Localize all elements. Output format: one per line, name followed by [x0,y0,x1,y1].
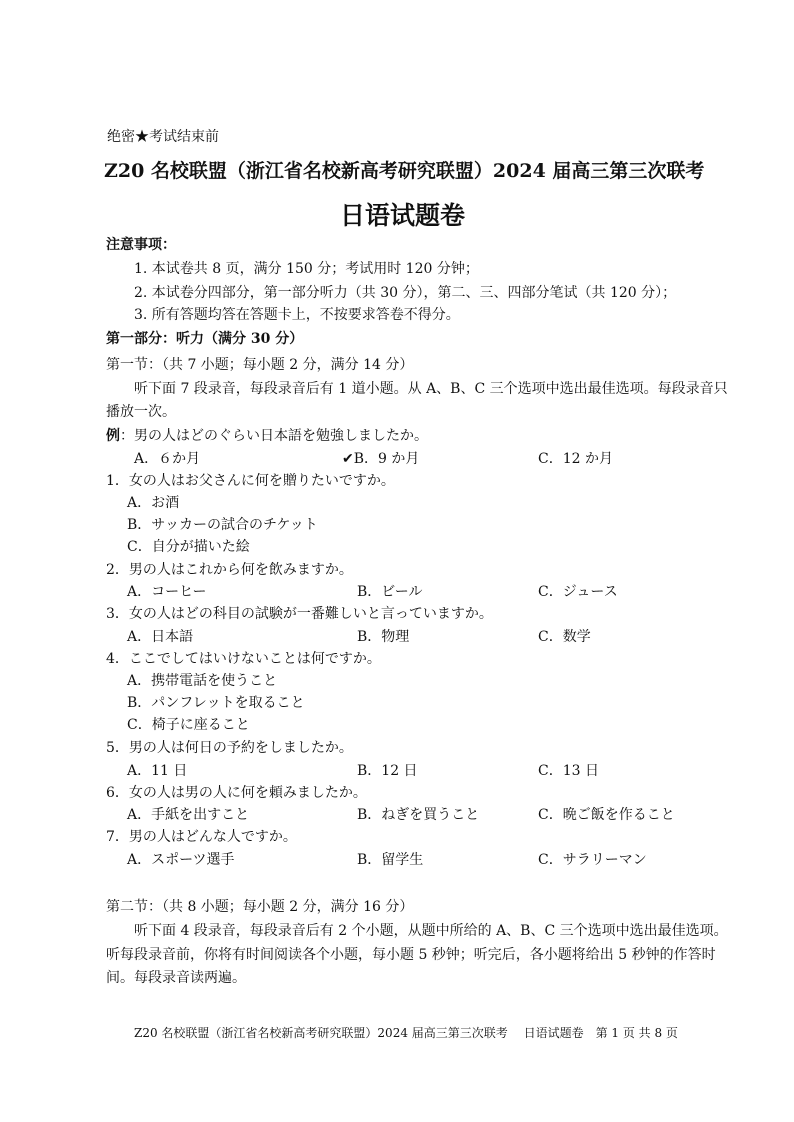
q5-option-a: A．11 日 [127,763,188,779]
example-option-c: C．12 か月 [538,451,613,467]
q6-option-b: B．ねぎを買うこと [357,807,480,823]
q2-option-c: C．ジュース [538,584,618,600]
section2-instruction: 间。每段录音读两遍。 [106,970,246,986]
example-text: ：男の人はどのぐらい日本語を勉強しましたか。 [120,428,428,444]
notice-item: 3. 所有答题均答在答题卡上，不按要求答卷不得分。 [134,307,460,323]
q1-option-c: C．自分が描いた絵 [127,539,250,555]
q7-option-b: B．留学生 [357,852,424,868]
example-label: 例 [106,428,120,444]
part1-heading: 第一部分：听力（满分 30 分） [106,331,304,347]
q4-option-b: B．パンフレットを取ること [127,695,305,711]
page-footer: Z20 名校联盟（浙江省名校新高考研究联盟）2024 届高三第三次联考 日语试题卷 第 1 页 共 8 页 [134,1026,678,1040]
question-1: 1．女の人はお父さんに何を贈りたいですか。 [106,473,395,489]
notice-item: 1. 本试卷共 8 页，满分 150 分；考试用时 120 分钟； [134,261,479,277]
example-option-b: ✔B．9 か月 [342,451,420,467]
notice-heading: 注意事项： [106,237,176,253]
exam-title: Z20 名校联盟（浙江省名校新高考研究联盟）2024 届高三第三次联考 [104,160,705,182]
q7-option-c: C．サラリーマン [538,852,647,868]
question-3: 3．女の人はどの科目の試験が一番難しいと言っていますか。 [106,606,493,622]
q5-option-b: B．12 日 [357,763,418,779]
q3-option-b: B．物理 [357,629,410,645]
q7-option-a: A．スポーツ選手 [127,852,235,868]
q3-option-a: A．日本語 [127,629,194,645]
q2-option-a: A．コーヒー [127,584,207,600]
q4-option-c: C．椅子に座ること [127,717,250,733]
question-2: 2．男の人はこれから何を飲みますか。 [106,562,353,578]
section1-instruction: 听下面 7 段录音，每段录音后有 1 道小题。从 A、B、C 三个选项中选出最佳选项。每段录音只 [134,381,728,397]
q5-option-c: C．13 日 [538,763,599,779]
section2-instruction: 听下面 4 段录音，每段录音后有 2 个小题，从题中所给的 A、B、C 三个选项中选出最佳选项。 [134,923,728,939]
q4-option-a: A．携帯電話を使うこと [127,673,278,689]
q3-option-c: C．数学 [538,629,591,645]
example-question [106,427,428,445]
question-7: 7．男の人はどんな人ですか。 [106,829,297,845]
section1-heading: 第一节：（共 7 小题；每小题 2 分，满分 14 分） [106,357,414,373]
confidential-label: 绝密★考试结束前 [107,129,219,145]
section2-instruction: 听每段录音前，你将有时间阅读各个小题，每小题 5 秒钟；听完后，各小题将给出 5 秒钟的作答时 [106,947,716,963]
example-option-a: A．６か月 [134,451,201,467]
question-4: 4．ここでしてはいけないことは何ですか。 [106,651,381,667]
q2-option-b: B．ビール [357,584,423,600]
q1-option-a: A．お酒 [127,495,180,511]
notice-item: 2. 本试卷分四部分，第一部分听力（共 30 分），第二、三、四部分笔试（共 120 分）； [134,285,677,301]
q6-option-a: A．手紙を出すこと [127,807,250,823]
q6-option-c: C．晩ご飯を作ること [538,807,675,823]
question-5: 5．男の人は何日の予約をしましたか。 [106,740,353,756]
subject-title: 日语试题卷 [340,201,466,230]
section1-instruction: 播放一次。 [106,404,176,420]
q1-option-b: B．サッカーの試合のチケット [127,517,318,533]
question-6: 6．女の人は男の人に何を頼みましたか。 [106,785,367,801]
section2-heading: 第二节：（共 8 小题；每小题 2 分，满分 16 分） [106,899,414,915]
